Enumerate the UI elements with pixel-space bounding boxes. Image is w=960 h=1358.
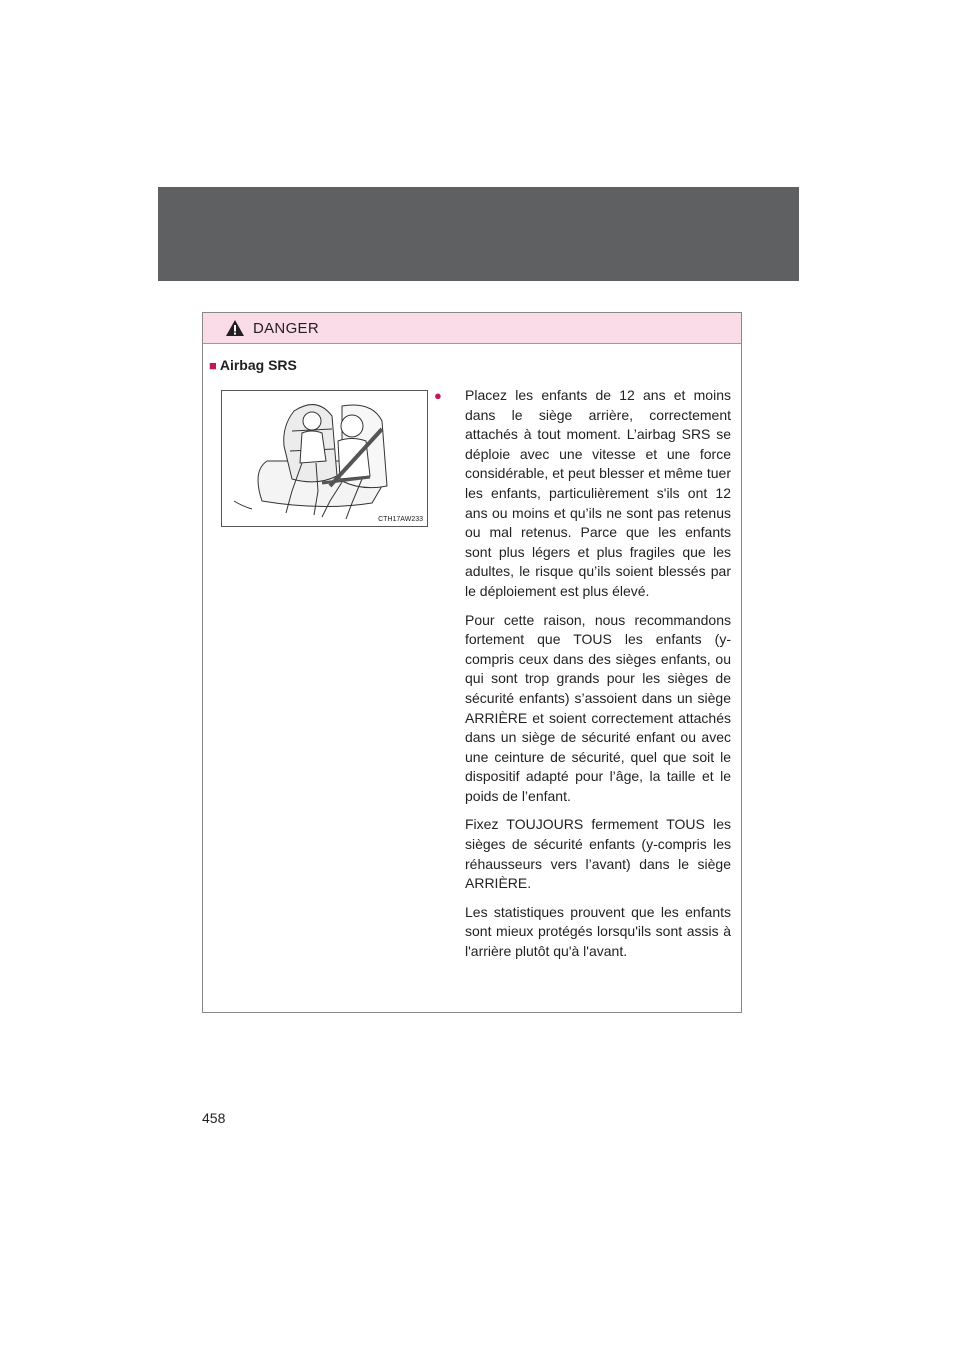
- section-title-text: Airbag SRS: [219, 357, 297, 373]
- danger-title: DANGER: [253, 319, 319, 337]
- warning-triangle-icon: [225, 319, 245, 337]
- figure-code: CTH17AW233: [378, 516, 423, 523]
- section-title: [209, 357, 297, 373]
- header-band: [158, 187, 799, 281]
- square-bullet-icon: ■: [209, 358, 217, 373]
- page-number: 458: [202, 1110, 226, 1126]
- danger-header: [203, 313, 741, 344]
- danger-paragraph-3: Fixez TOUJOURS fermement TOUS les sièges de sécurité enfants (y-compris les réhausseurs vers l’avant) dans le siège ARRIÈRE.: [465, 816, 731, 892]
- danger-paragraph-1: Placez les enfants de 12 ans et moins dans le siège arrière, correctement attachés à tout moment. L’airbag SRS se déploie avec une vitesse et une force considérable, et peut blesser et même tuer les enfants, particulièrement s'ils ont 12 ans ou moins et qu’ils ne sont pas retenus ou mal retenus. Parce que les enfants sont plus légers et plus fragiles que les adultes, le risque qu’ils soient blessés par le déploiement est plus élevé.: [465, 387, 731, 599]
- danger-text-column: [434, 386, 731, 971]
- danger-box: [202, 312, 742, 1013]
- child-seat-illustration: [221, 390, 428, 527]
- circle-bullet-icon: ●: [434, 388, 442, 403]
- danger-paragraph-2: Pour cette raison, nous recommandons fortement que TOUS les enfants (y-compris ceux dans des sièges enfants, ou qui sont trop grands pour les sièges de sécurité enfants) s’assoient dans un siège ARRIÈRE et soient correctement attachés dans un siège de sécurité enfant ou avec une ceinture de sécurité, quel que soit le dispositif adapté pour l’âge, la taille et le poids de l’enfant.: [465, 611, 731, 804]
- child-seat-drawing: [222, 391, 427, 526]
- danger-paragraph-4: Les statistiques prouvent que les enfants sont mieux protégés lorsqu'ils sont assis à l'arrière plutôt qu'à l'avant.: [465, 903, 731, 960]
